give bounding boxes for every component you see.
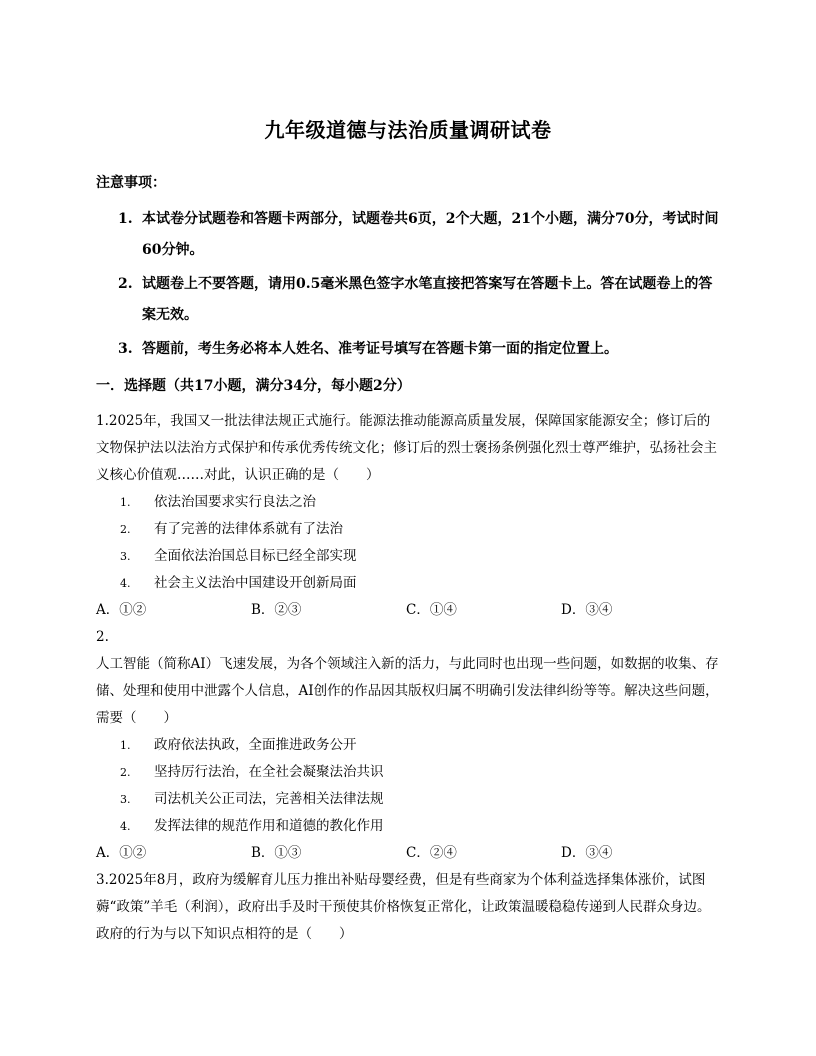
choice-b: B．①③ [251, 845, 302, 861]
question-stem: 人工智能（简称AI）飞速发展，为各个领域注入新的活力，与此同时也出现一些问题，如数据的收集、存储、处理和使用中泄露个人信息，AI创作的作品因其版权归属不明确引发法律纠纷等等。解决这些问题，需要（ ） [96, 656, 719, 726]
statement-number: 4. [120, 577, 131, 590]
statement-number: 1. [120, 739, 131, 752]
question-stem: 3.2025年8月，政府为缓解育儿压力推出补贴母婴经费，但是有些商家为个体利益选择集体涨价，试图薅“政策”羊毛（利润），政府出手及时干预使其价格恢复正常化，让政策温暖稳稳传递到人民群众身边。政府的行为与以下知识点相符的是（ ） [96, 872, 711, 942]
notice-item-text: 答题前，考生务必将本人姓名、准考证号填写在答题卡第一面的指定位置上。 [142, 341, 618, 357]
statement-list [96, 489, 720, 597]
notice-heading: 注意事项： [96, 175, 166, 191]
choice-d: D．③④ [561, 845, 613, 861]
statement-text: 依法治国要求实行良法之治 [154, 494, 316, 510]
statement-item [96, 732, 720, 759]
statement-item [96, 759, 720, 786]
statement-item [96, 570, 720, 597]
choice-b: B．②③ [251, 602, 302, 618]
question-number: 2. [96, 629, 109, 645]
notice-item-number: 1. [118, 211, 133, 227]
notice-item [96, 334, 726, 365]
statement-text: 司法机关公正司法，完善相关法律法规 [154, 791, 384, 807]
choice-d: D．③④ [561, 602, 613, 618]
statement-text: 政府依法执政，全面推进政务公开 [154, 737, 357, 753]
page-title: 九年级道德与法治质量调研试卷 [264, 118, 552, 142]
notice-item-number: 3. [118, 341, 133, 357]
notice-item-text: 本试卷分试题卷和答题卡两部分，试题卷共6页，2个大题，21个小题，满分70分，考试时间60分钟。 [142, 211, 719, 258]
statement-text: 有了完善的法律体系就有了法治 [154, 521, 343, 537]
notice-list [96, 204, 726, 365]
statement-item [96, 813, 720, 840]
statement-item [96, 786, 720, 813]
statement-number: 2. [120, 766, 131, 779]
statement-text: 全面依法治国总目标已经全部实现 [154, 548, 357, 564]
choice-c: C．①④ [406, 602, 457, 618]
notice-item-text: 试题卷上不要答题，请用0.5毫米黑色签字水笔直接把答案写在答题卡上。答在试题卷上的答案无效。 [142, 276, 713, 323]
question-2 [96, 624, 720, 867]
choice-a: A．①② [96, 602, 147, 618]
statement-number: 1. [120, 496, 131, 509]
question-stem: 1.2025年，我国又一批法律法规正式施行。能源法推动能源高质量发展，保障国家能源安全；修订后的文物保护法以法治方式保护和传承优秀传统文化；修订后的烈士褒扬条例强化烈士尊严维护，弘扬社会主义核心价值观……对此，认识正确的是（ ） [96, 413, 717, 483]
answer-choices [96, 597, 720, 624]
question-3 [96, 867, 720, 948]
statement-list [96, 732, 720, 840]
statement-item [96, 489, 720, 516]
notice-item [96, 204, 726, 266]
statement-text: 发挥法律的规范作用和道德的教化作用 [154, 818, 384, 834]
question-1 [96, 408, 720, 624]
statement-number: 3. [120, 793, 131, 806]
statement-item [96, 543, 720, 570]
answer-choices [96, 840, 720, 867]
notice-item-number: 2. [118, 276, 133, 292]
choice-c: C．②④ [406, 845, 457, 861]
statement-item [96, 516, 720, 543]
choice-a: A．①② [96, 845, 147, 861]
statement-number: 3. [120, 550, 131, 563]
statement-text: 社会主义法治中国建设开创新局面 [154, 575, 357, 591]
statement-number: 2. [120, 523, 131, 536]
notice-item [96, 269, 726, 331]
statement-number: 4. [120, 820, 131, 833]
section-heading: 一．选择题（共17小题，满分34分，每小题2分） [96, 378, 411, 394]
statement-text: 坚持厉行法治，在全社会凝聚法治共识 [154, 764, 384, 780]
